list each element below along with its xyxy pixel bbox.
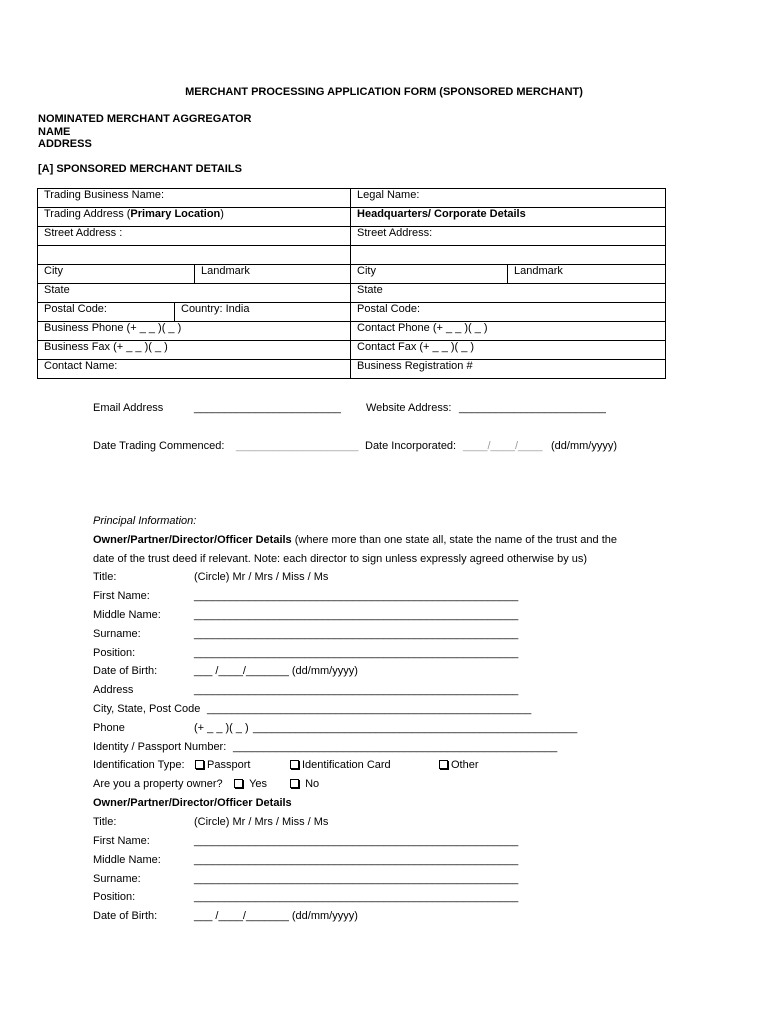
landmark-right-field[interactable]: Landmark [508, 265, 666, 284]
owner-details-note: date of the trust deed if relevant. Note: each director to sign unless expressly agreed otherwise by us) [93, 553, 588, 565]
date-incorporated-field[interactable]: ____/____/____ [463, 440, 543, 452]
email-label: Email Address [93, 402, 164, 414]
owner2-surname-label: Surname: [93, 873, 141, 885]
date-format-hint: (dd/mm/yyyy) [551, 440, 617, 452]
table-row [38, 322, 666, 341]
country-field: Country: India [175, 303, 351, 322]
table-row [38, 208, 666, 227]
street-address-left-line2[interactable] [38, 246, 351, 265]
other-checkbox[interactable]: Other [439, 759, 479, 771]
position-label: Position: [93, 647, 136, 659]
identification-card-checkbox[interactable]: Identification Card [290, 759, 391, 771]
identity-passport-label: Identity / Passport Number: [93, 741, 227, 753]
property-no-checkbox[interactable]: No [290, 778, 319, 790]
owner2-title-options[interactable]: (Circle) Mr / Mrs / Miss / Ms [194, 816, 329, 828]
owner2-position-field[interactable]: _____________________________________________________ [194, 891, 519, 903]
business-phone-field[interactable]: Business Phone (+ _ _ )( _ ) [38, 322, 351, 341]
city-left-field[interactable]: City [38, 265, 195, 284]
identity-passport-field[interactable]: _____________________________________________________ [233, 741, 558, 753]
state-left-field[interactable]: State [38, 284, 351, 303]
surname-field[interactable]: _____________________________________________________ [194, 628, 519, 640]
date-incorporated-label: Date Incorporated: [365, 440, 457, 452]
owner2-heading: Owner/Partner/Director/Officer Details [93, 797, 292, 809]
phone-field[interactable]: _____________________________________________________ [253, 722, 578, 734]
middle-name-label: Middle Name: [93, 609, 161, 621]
checkbox-icon [290, 760, 299, 769]
property-yes-checkbox[interactable]: Yes [234, 778, 267, 790]
checkbox-icon [439, 760, 448, 769]
aggregator-name-label: NAME [38, 125, 71, 138]
checkbox-icon [195, 760, 204, 769]
phone-label: Phone [93, 722, 125, 734]
street-address-left-field[interactable]: Street Address : [38, 227, 351, 246]
surname-label: Surname: [93, 628, 141, 640]
middle-name-field[interactable]: _____________________________________________________ [194, 609, 519, 621]
city-right-field[interactable]: City [351, 265, 508, 284]
aggregator-address-label: ADDRESS [38, 138, 92, 150]
title-options[interactable]: (Circle) Mr / Mrs / Miss / Ms [194, 571, 329, 583]
contact-phone-field[interactable]: Contact Phone (+ _ _ )( _ ) [351, 322, 666, 341]
street-address-right-field[interactable]: Street Address: [351, 227, 666, 246]
owner-details-heading: Owner/Partner/Director/Officer Details (where more than one state all, state the name of the trust and the [93, 534, 617, 546]
principal-info-heading: Principal Information: [93, 515, 197, 527]
owner2-surname-field[interactable]: _____________________________________________________ [194, 873, 519, 885]
postal-code-left-field[interactable]: Postal Code: [38, 303, 175, 322]
owner2-first-name-label: First Name: [93, 835, 150, 847]
table-row [38, 265, 666, 284]
dob-field[interactable]: ___ /____/_______ (dd/mm/yyyy) [194, 665, 358, 677]
business-registration-field[interactable]: Business Registration # [351, 360, 666, 379]
city-state-postcode-label: City, State, Post Code [93, 703, 201, 715]
position-field[interactable]: _____________________________________________________ [194, 647, 519, 659]
checkbox-icon [290, 779, 299, 788]
business-fax-field[interactable]: Business Fax (+ _ _ )( _ ) [38, 341, 351, 360]
section-a-heading: [A] SPONSORED MERCHANT DETAILS [38, 163, 242, 175]
website-field[interactable]: ________________________ [459, 402, 606, 414]
table-row [38, 341, 666, 360]
table-row [38, 246, 666, 265]
aggregator-block [38, 113, 251, 151]
date-trading-field[interactable]: ____________________ [236, 440, 359, 452]
title-label: Title: [93, 571, 117, 583]
landmark-left-field[interactable]: Landmark [195, 265, 351, 284]
dob-label: Date of Birth: [93, 665, 158, 677]
contact-name-field[interactable]: Contact Name: [38, 360, 351, 379]
owner2-middle-name-label: Middle Name: [93, 854, 161, 866]
email-field[interactable]: ________________________ [194, 402, 341, 414]
city-state-postcode-field[interactable]: _____________________________________________________ [207, 703, 532, 715]
passport-checkbox[interactable]: Passport [195, 759, 250, 771]
street-address-right-line2[interactable] [351, 246, 666, 265]
table-row [38, 189, 666, 208]
first-name-field[interactable]: _____________________________________________________ [194, 590, 519, 602]
table-row [38, 360, 666, 379]
date-trading-label: Date Trading Commenced: [93, 440, 225, 452]
hq-details-heading: Headquarters/ Corporate Details [351, 208, 666, 227]
checkbox-icon [234, 779, 243, 788]
merchant-details-table [37, 188, 666, 379]
address-label: Address [93, 684, 134, 696]
trading-address-heading: Trading Address (Primary Location) [38, 208, 351, 227]
table-row [38, 303, 666, 322]
table-row [38, 284, 666, 303]
website-label: Website Address: [366, 402, 452, 414]
owner2-dob-field[interactable]: ___ /____/_______ (dd/mm/yyyy) [194, 910, 358, 922]
owner2-position-label: Position: [93, 891, 136, 903]
state-right-field[interactable]: State [351, 284, 666, 303]
aggregator-heading: NOMINATED MERCHANT AGGREGATOR [38, 113, 252, 125]
table-row [38, 227, 666, 246]
owner2-middle-name-field[interactable]: _____________________________________________________ [194, 854, 519, 866]
property-owner-label: Are you a property owner? [93, 778, 223, 790]
owner2-title-label: Title: [93, 816, 117, 828]
form-title: MERCHANT PROCESSING APPLICATION FORM (SPONSORED MERCHANT) [185, 86, 583, 98]
identification-type-label: Identification Type: [93, 759, 185, 771]
address-field[interactable]: _____________________________________________________ [194, 684, 519, 696]
owner2-first-name-field[interactable]: _____________________________________________________ [194, 835, 519, 847]
legal-name-field[interactable]: Legal Name: [351, 189, 666, 208]
postal-code-right-field[interactable]: Postal Code: [351, 303, 666, 322]
first-name-label: First Name: [93, 590, 150, 602]
phone-prefix: (+ _ _ )( _ ) [194, 722, 249, 734]
contact-fax-field[interactable]: Contact Fax (+ _ _ )( _ ) [351, 341, 666, 360]
trading-business-name-field[interactable]: Trading Business Name: [38, 189, 351, 208]
owner2-dob-label: Date of Birth: [93, 910, 158, 922]
